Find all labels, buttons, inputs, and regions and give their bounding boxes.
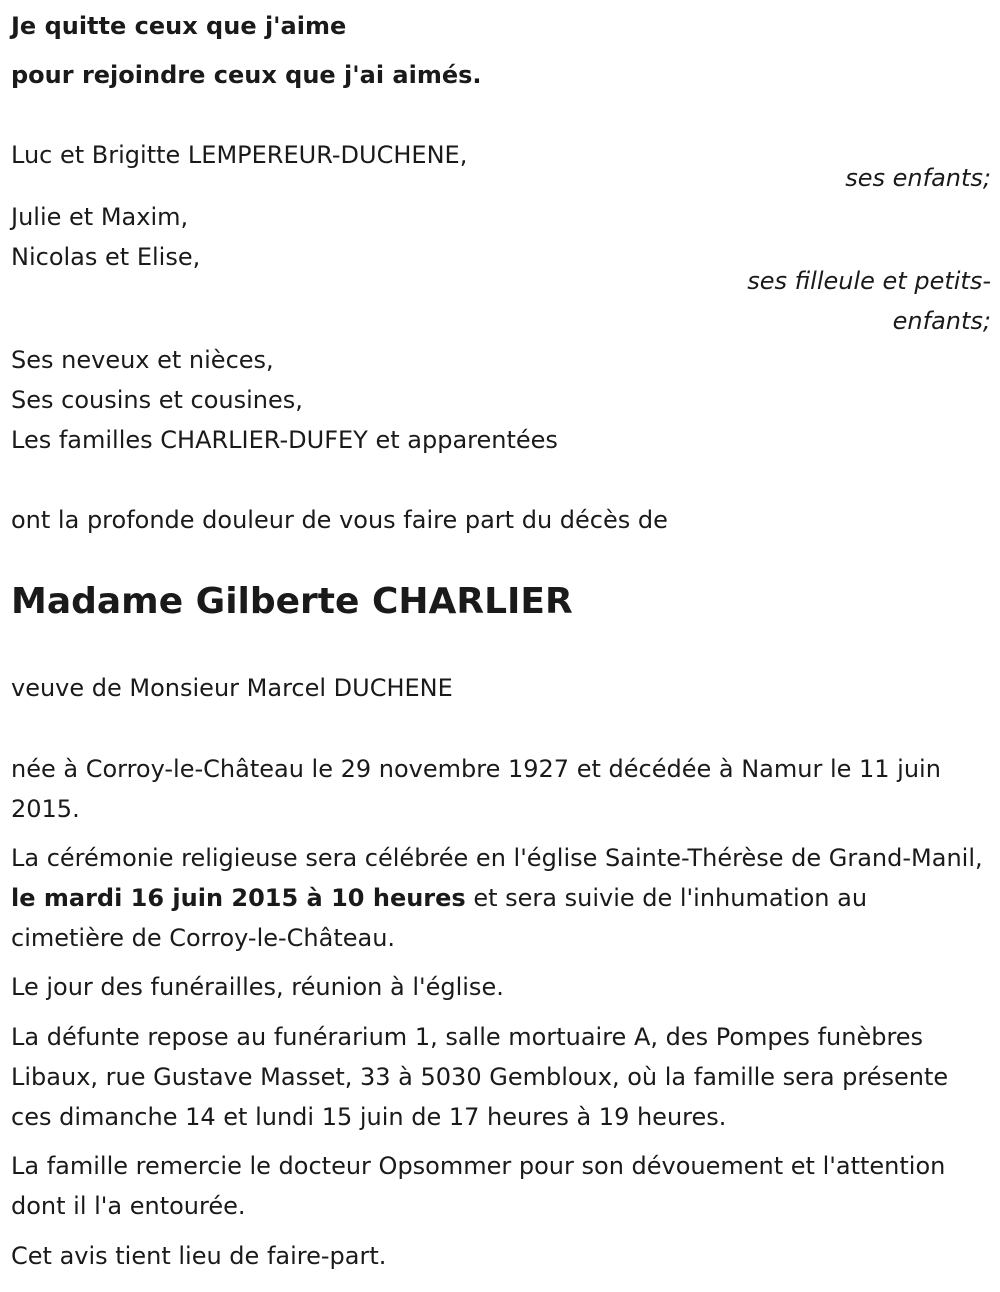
birth-death-paragraph: née à Corroy-le-Château le 29 novembre 1927 et décédée à Namur le 11 juin 2015. [11, 755, 941, 823]
deceased-name: Madame Gilberte CHARLIER [11, 581, 573, 622]
children-role: ses enfants; [845, 164, 991, 192]
nephews-line: Ses neveux et nièces, [11, 346, 274, 374]
ceremony-text-before: La cérémonie religieuse sera célébrée en l'église Sainte-Thérèse de Grand-Manil, [11, 844, 983, 872]
announcement-text: ont la profonde douleur de vous faire part du décès de [11, 506, 668, 534]
meeting-paragraph: Le jour des funérailles, réunion à l'église. [11, 973, 504, 1001]
grandchildren-role-line-1: ses filleule et petits- [747, 267, 991, 295]
grandchildren-line-2: Nicolas et Elise, [11, 243, 201, 271]
cousins-line: Ses cousins et cousines, [11, 386, 303, 414]
quote-line-2: pour rejoindre ceux que j'ai aimés. [11, 61, 482, 89]
families-line: Les familles CHARLIER-DUFEY et apparentées [11, 426, 558, 454]
closing-line: Cet avis tient lieu de faire-part. [11, 1242, 387, 1270]
grandchildren-role-line-2: enfants; [892, 307, 991, 335]
children-names: Luc et Brigitte LEMPEREUR-DUCHENE, [11, 141, 468, 169]
ceremony-text-after: et sera suivie de l'inhumation au cimetière de Corroy-le-Château. [11, 884, 868, 952]
ceremony-date: le mardi 16 juin 2015 à 10 heures [11, 884, 466, 912]
quote-line-1: Je quitte ceux que j'aime [11, 12, 347, 40]
thanks-paragraph: La famille remercie le docteur Opsommer pour son dévouement et l'attention dont il l'a entourée. [11, 1152, 946, 1220]
grandchildren-line-1: Julie et Maxim, [11, 203, 189, 231]
ceremony-paragraph [11, 838, 986, 958]
widow-of-line: veuve de Monsieur Marcel DUCHENE [11, 674, 453, 702]
funeral-home-paragraph: La défunte repose au funérarium 1, salle mortuaire A, des Pompes funèbres Libaux, rue Gustave Masset, 33 à 5030 Gembloux, où la famille sera présente ces dimanche 14 et lundi 15 juin de 17 heures à 19 heures. [11, 1023, 949, 1131]
